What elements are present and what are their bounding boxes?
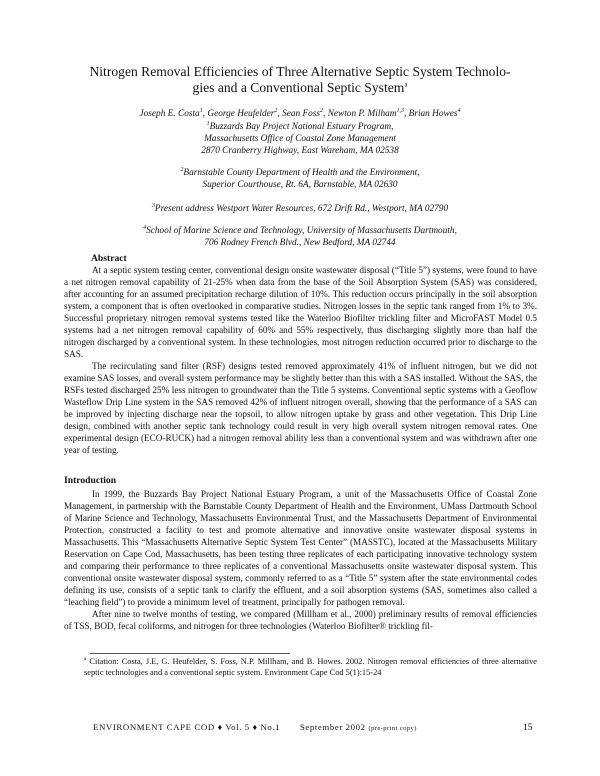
abstract-paragraph: At a septic system testing center, conventional design onsite wastewater disposal (“Title 5”) systems, were found to have a net nitrogen removal capability of 21-25% when data from the base of the Soil Absorption System (SAS) was considered, after accounting for an assumed precipitation recharge dilution of 10%. This reduction occurs principally in the soil absorption system, a component that is often overlooked in comparative studies. Nitrogen losses in the septic tank ranged from 1% to 3%. Successful proprietary nitrogen removal systems tested like the Waterloo Biofilter trickling filter and MicroFAST Model 0.5 systems had a net nitrogen removal capability of 60% and 55% respectively, thus discharging slightly more than half the nitrogen discharged by a conventional system. In these technologies, most nitrogen reduction occurred prior to discharge to the SAS. bbox=[64, 265, 537, 359]
footnote-text: Citation: Costa, J.E, G. Heufelder, S. Foss, N.P. Millham, and B. Howes. 2002. Nitrogen removal efficiencies of three alternative septic technologies and a conventional septic system. Environment Cape Cod 5(1):15-24 bbox=[84, 657, 537, 677]
footnote-divider bbox=[90, 653, 290, 654]
affiliation-line: Buzzards Bay Project National Estuary Program, bbox=[209, 122, 394, 132]
paper-title bbox=[80, 64, 520, 96]
running-footer bbox=[93, 722, 417, 732]
introduction-body bbox=[64, 488, 537, 632]
author-affiliation-marker: 1,3 bbox=[396, 107, 404, 114]
affiliation-line: Present address Westport Water Resources, 672 Drift Rd., Westport, MA 02790 bbox=[154, 204, 449, 214]
affiliation-line: Massachusetts Office of Coastal Zone Management bbox=[204, 134, 396, 144]
page-number: 15 bbox=[523, 722, 533, 733]
citation-footnote bbox=[64, 656, 537, 678]
affiliation-marker: 2 bbox=[180, 166, 184, 173]
affiliation-line: 706 Rodney French Blvd., New Bedford, MA 02744 bbox=[204, 238, 396, 248]
author-affiliation-marker: 2 bbox=[320, 107, 324, 114]
issue-date: September 2002 bbox=[299, 722, 366, 732]
affiliation-3 bbox=[60, 203, 540, 215]
footnote-marker: a bbox=[84, 656, 87, 663]
affiliation-marker: 3 bbox=[151, 202, 155, 209]
abstract-paragraph: The recirculating sand filter (RSF) designs tested removed approximately 41% of influent nitrogen, but we did not examine SAS losses, and overall system performance may be slightly better than this with a SAS installed. Without the SAS, the RSFs tested discharged 25% less nitrogen to groundwater than the Title 5 systems. Conventional septic systems with a Geoflow Wasteflow Drip Line system in the SAS removed 42% of influent nitrogen overall, showing that the performance of a SAS can be improved by injecting discharge near the topsoil, to allow nitrogen uptake by grass and other vegetation. This Drip Line design, combined with another septic tank technology could result in very high overall system nitrogen removal rates. One experimental design (ECO-RUCK) had a nitrogen removal ability less than a conventional system and was withdrawn after one year of testing. bbox=[64, 361, 537, 455]
author-list: Joseph E. Costa$^1$, George Heufelder$^2$, Sean Foss$^2$, Newton P. Milham$^{1,3}$, Brian Howes$^4$ bbox=[139, 107, 461, 119]
affiliation-line: 2870 Cranberry Highway, East Wareham, MA 02538 bbox=[201, 146, 399, 156]
affiliation-line: Barnstable County Department of Health and the Environment, bbox=[183, 168, 420, 178]
introduction-paragraph: After nine to twelve months of testing, we compared (Millham et al., 2000) preliminary results of removal efficiencies of TSS, BOD, fecal coliforms, and nitrogen for three technologies (Waterloo Biofilter® trickling fil- bbox=[64, 609, 537, 631]
introduction-paragraph: In 1999, the Buzzards Bay Project National Estuary Program, a unit of the Massachusetts Office of Coastal Zone Management, in partnership with the Barnstable County Department of Health and the Environment, UMass Dartmouth School of Marine Science and Technology, Massachusetts Environmental Trust, and the Massachusetts Department of Environmental Protection, constructed a facility to test and promote alternative and innovative onsite wastewater disposal systems in Massachusetts. This “Massachusetts Alternative Septic System Test Center” (MASSTC), located at the Massachusetts Military Reservation on Cape Cod, Massachusetts, has been testing three replicates of each participating innovative technology system and comparing their performance to three replicates of a conventional Massachusetts onsite wastewater disposal system. This conventional onsite wastewater disposal system, commonly referred to as a “Title 5” system after the state environmental codes defining its use, consists of a septic tank to clarify the effluent, and a soil absorption systems (SAS, sometimes also called a “leaching field”) to provide a minimum level of treatment, principally for pathogen removal. bbox=[64, 489, 537, 607]
author-affiliation-marker: 4 bbox=[457, 107, 461, 114]
author-name: Brian Howes bbox=[408, 109, 458, 119]
author-name: Joseph E. Costa bbox=[139, 109, 200, 119]
author-affiliation-marker: 1 bbox=[199, 107, 203, 114]
affiliation-marker: 4 bbox=[143, 224, 147, 231]
title-line-1: Nitrogen Removal Efficiencies of Three Alternative Septic System Technolo- bbox=[89, 64, 511, 79]
affiliation-line: Superior Courthouse, Rt. 6A, Barnstable, MA 02630 bbox=[202, 180, 398, 190]
abstract-heading: Abstract bbox=[91, 253, 127, 264]
title-line-2: gies and a Conventional Septic System bbox=[192, 80, 405, 95]
affiliation-4 bbox=[60, 225, 540, 249]
affiliation-2 bbox=[60, 167, 540, 191]
introduction-heading: Introduction bbox=[64, 475, 117, 486]
author-name: Sean Foss bbox=[282, 109, 321, 119]
preprint-note: (pre-print copy) bbox=[368, 725, 417, 732]
author-name: George Heufelder bbox=[207, 109, 275, 119]
affiliation-line: School of Marine Science and Technology, University of Massachusetts Dartmouth, bbox=[146, 226, 457, 236]
title-footnote-marker: a bbox=[404, 80, 408, 89]
abstract-body bbox=[64, 264, 537, 456]
author-name: Newton P. Milham bbox=[327, 109, 397, 119]
affiliation-1 bbox=[60, 121, 540, 157]
affiliation-marker: 1 bbox=[206, 120, 210, 127]
journal-name: ENVIRONMENT CAPE COD ♦ Vol. 5 ♦ No.1 bbox=[93, 722, 281, 732]
author-affiliation-marker: 2 bbox=[274, 107, 278, 114]
